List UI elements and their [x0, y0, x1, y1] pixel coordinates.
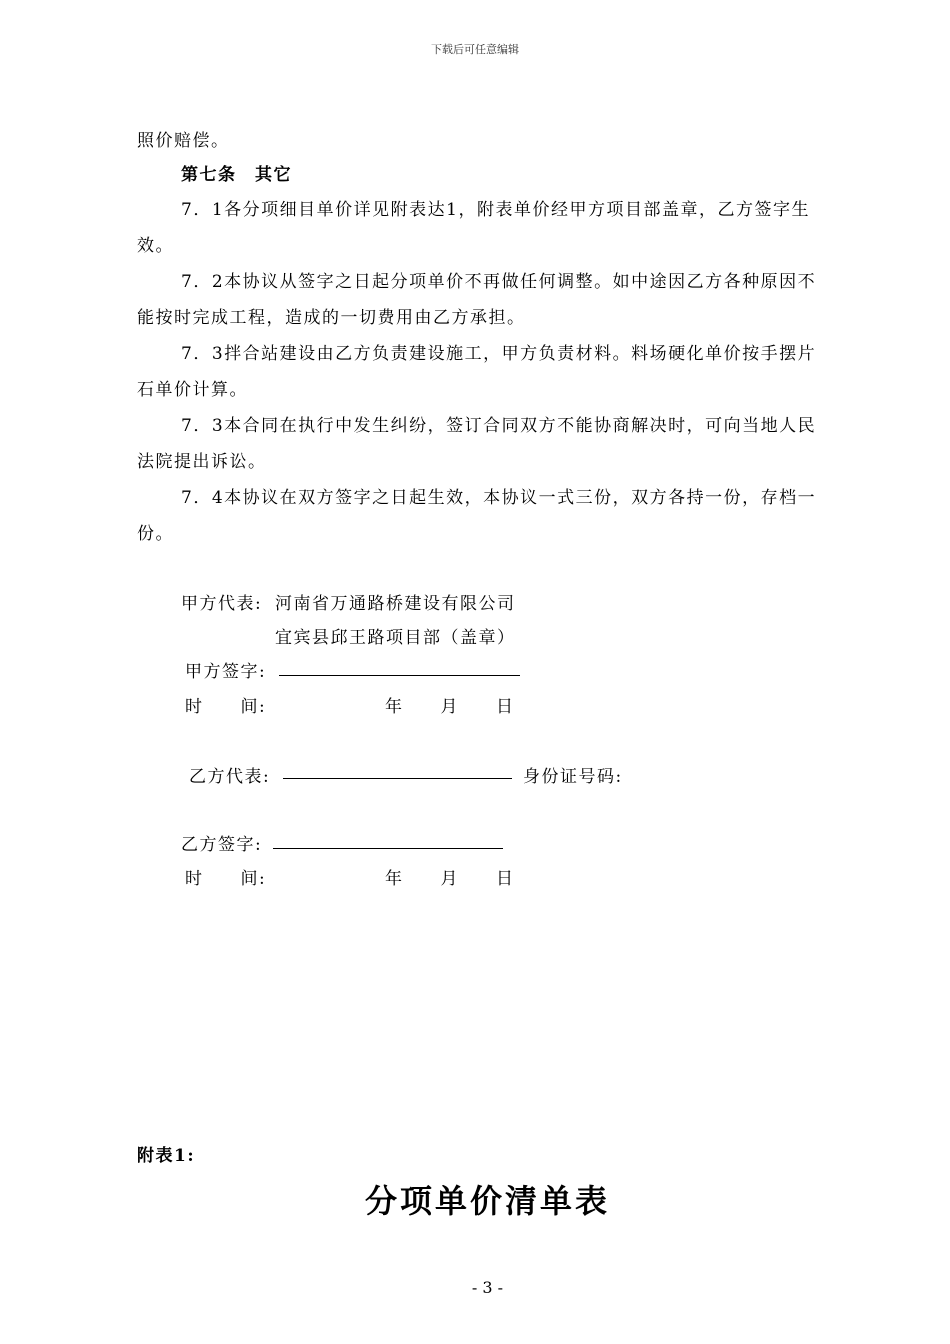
clause-line: 能按时完成工程，造成的一切费用由乙方承担。	[137, 308, 526, 328]
party-a-sign-line	[279, 675, 520, 676]
appendix-label: 附表1:	[137, 1146, 196, 1166]
clause-line: 7．2本协议从签字之日起分项单价不再做任何调整。如中途因乙方各种原因不	[181, 272, 817, 292]
party-b-sign-label: 乙方签字:	[181, 835, 263, 855]
clause-line: 石单价计算。	[137, 380, 248, 400]
clause-line: 份。	[137, 524, 174, 544]
party-a-time-label: 时 间:	[185, 697, 267, 717]
clause-line: 7．3本合同在执行中发生纠纷，签订合同双方不能协商解决时，可向当地人民	[181, 416, 817, 436]
party-b-sign-line	[273, 848, 503, 849]
clause-line: 7．3拌合站建设由乙方负责建设施工，甲方负责材料。料场硬化单价按手摆片	[181, 344, 817, 364]
page-header: 下载后可任意编辑	[431, 43, 519, 56]
party-b-date: 年 月 日	[385, 869, 515, 889]
party-a-date: 年 月 日	[385, 697, 515, 717]
party-a-sign-label: 甲方签字:	[185, 662, 267, 682]
party-a-rep-name: 河南省万通路桥建设有限公司	[275, 594, 516, 614]
party-a-rep-dept: 宜宾县邱王路项目部（盖章）	[275, 628, 516, 648]
clause-line: 7．1各分项细目单价详见附表达1，附表单价经甲方项目部盖章，乙方签字生	[181, 200, 810, 220]
page-number: - 3 -	[471, 1278, 504, 1297]
clause-line: 7．4本协议在双方签字之日起生效，本协议一式三份，双方各持一份，存档一	[181, 488, 817, 508]
clause-line: 法院提出诉讼。	[137, 452, 267, 472]
appendix-title: 分项单价清单表	[364, 1182, 610, 1220]
party-b-rep-label: 乙方代表:	[189, 767, 271, 787]
party-b-time-label: 时 间:	[185, 869, 267, 889]
party-a-rep-label: 甲方代表:	[181, 594, 263, 614]
party-b-id-label: 身份证号码:	[523, 767, 623, 787]
clause-line: 效。	[137, 236, 174, 256]
party-b-rep-line	[283, 778, 512, 779]
top-fragment: 照价赔偿。	[137, 131, 230, 151]
section-title: 第七条 其它	[181, 165, 292, 185]
